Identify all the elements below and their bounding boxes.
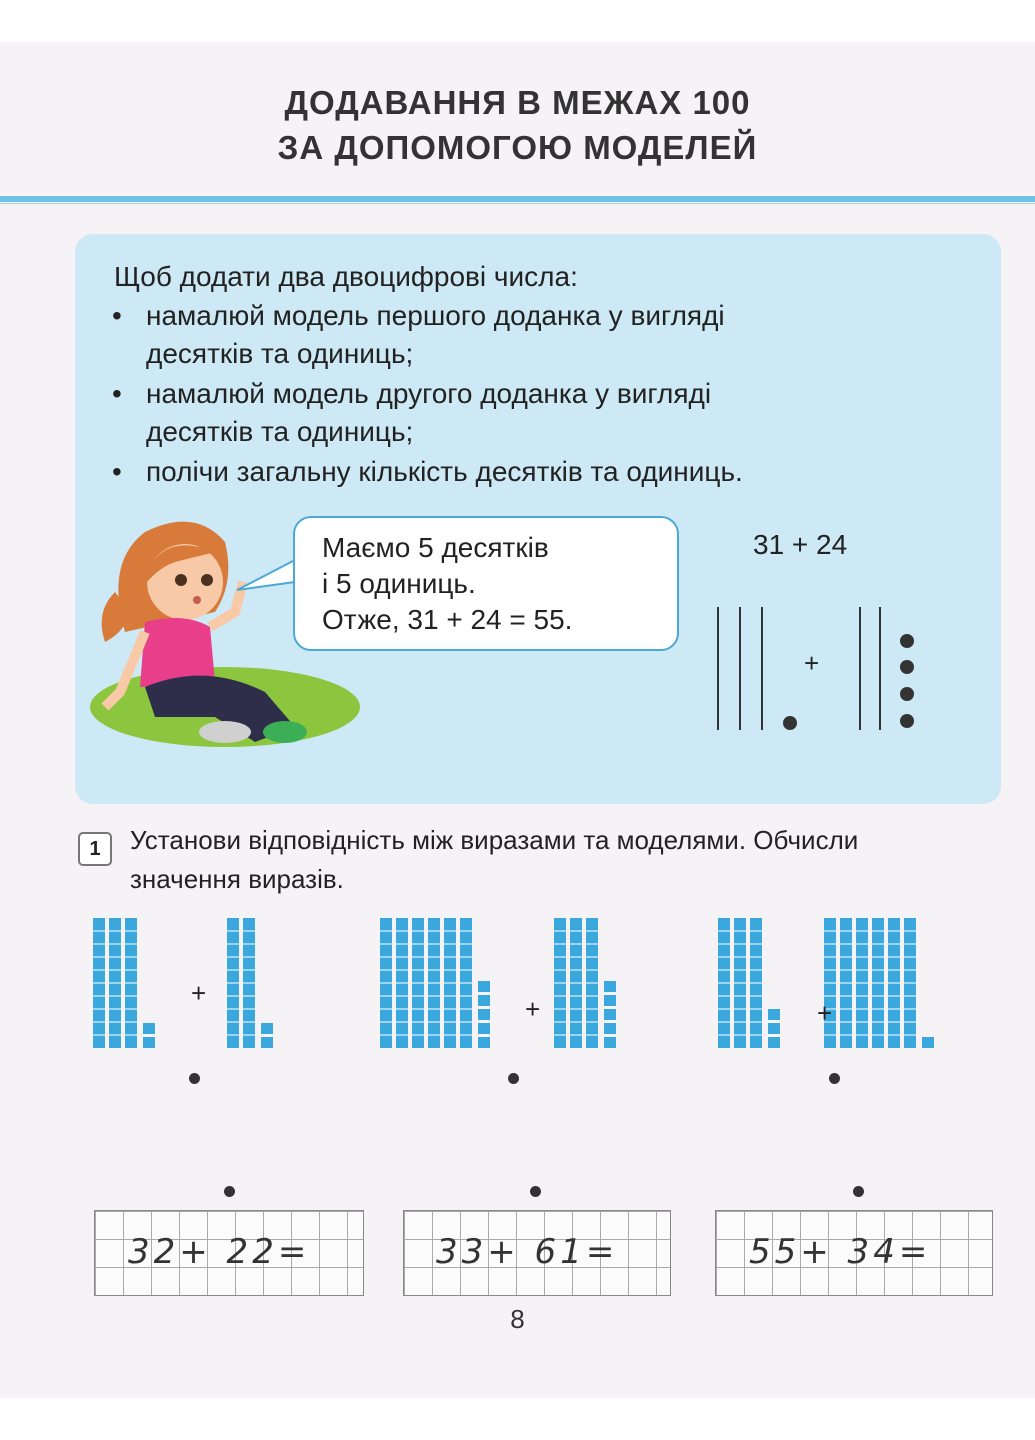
example-second-unit-dot [900,634,914,648]
task-text-line-1: Установи відповідність між виразами та моделями. Обчисли [130,825,859,855]
example-plus-sign: + [804,648,820,678]
model-2-second-ten-rod [570,918,582,1048]
match-dot-model-3[interactable] [829,1073,840,1084]
model-2-plus: + [525,994,541,1024]
title-rule-thin [0,203,1035,204]
model-3-first-unit-cube [768,1023,780,1034]
model-2-first-ten-rod [428,918,440,1048]
model-1-plus: + [191,978,207,1008]
model-3-second-ten-rod [872,918,884,1048]
expression-1: 32+ 22= [128,1232,311,1272]
model-2-first-unit-cube [478,1023,490,1034]
model-1-second-unit-cube [261,1037,273,1048]
model-3-first-unit-cube [768,1037,780,1048]
rule-intro: Щоб додати два двоцифрові числа: [114,261,578,292]
match-dot-expression-2[interactable] [530,1186,541,1197]
rule-step-2-line-1: намалюй модель другого доданка у вигляді [146,378,712,409]
model-2-first-unit-cube [478,981,490,992]
model-3-first-ten-rod [750,918,762,1048]
model-2-second-unit-cube [604,1009,616,1020]
example-second-unit-dot [900,714,914,728]
model-2-first-unit-cube [478,1037,490,1048]
match-dot-model-2[interactable] [508,1073,519,1084]
bullet-3: • [112,456,122,487]
rule-step-3-line-1: полічи загальну кількість десятків та одиниць. [146,456,743,487]
model-1-second-ten-rod [243,918,255,1048]
model-3-plus: + [817,998,833,1028]
model-3 [718,918,1008,1053]
speech-bubble [293,516,679,651]
model-3-first-ten-rod [718,918,730,1048]
match-dot-model-1[interactable] [189,1073,200,1084]
model-2-first-ten-rod [460,918,472,1048]
model-3-second-unit-cube [922,1037,934,1048]
model-3-first-unit-cube [768,1009,780,1020]
bullet-1: • [112,300,122,331]
model-3-second-ten-rod [904,918,916,1048]
page-number: 8 [510,1304,525,1334]
model-1-second-ten-rod [227,918,239,1048]
title-rule [0,196,1035,202]
model-2-first-ten-rod [396,918,408,1048]
bullet-2: • [112,378,122,409]
task-text-line-2: значення виразів. [130,864,344,894]
model-2-first-ten-rod [444,918,456,1048]
page-title-line-1: ДОДАВАННЯ В МЕЖАХ 100 [284,84,751,121]
page-title-line-2: ЗА ДОПОМОГОЮ МОДЕЛЕЙ [277,129,758,166]
speech-line-1: Маємо 5 десятків [322,532,549,563]
model-1-first-ten-rod [125,918,137,1048]
example-first-unit-dot [783,716,797,730]
model-2 [380,918,660,1053]
speech-bubble-tail [237,552,299,592]
match-dot-expression-3[interactable] [853,1186,864,1197]
expression-2: 33+ 61= [436,1232,619,1272]
speech-line-2: і 5 одиниць. [322,568,476,599]
model-3-second-ten-rod [856,918,868,1048]
speech-line-3: Отже, 31 + 24 = 55. [322,604,573,635]
model-3-first-ten-rod [734,918,746,1048]
model-2-second-ten-rod [586,918,598,1048]
example-second-unit-dot [900,687,914,701]
model-2-second-unit-cube [604,995,616,1006]
model-1-first-ten-rod [109,918,121,1048]
example-expression: 31 + 24 [753,529,848,560]
model-2-second-unit-cube [604,1023,616,1034]
model-2-first-ten-rod [412,918,424,1048]
model-2-second-unit-cube [604,1037,616,1048]
expression-3: 55+ 34= [749,1232,932,1272]
example-first-tens [718,607,762,730]
rule-step-1-line-1: намалюй модель першого доданка у вигляді [146,300,725,331]
model-1-first-unit-cube [143,1037,155,1048]
match-dot-expression-1[interactable] [224,1186,235,1197]
model-2-first-unit-cube [478,1009,490,1020]
model-2-first-unit-cube [478,995,490,1006]
model-3-second-ten-rod [888,918,900,1048]
model-1-first-ten-rod [93,918,105,1048]
model-2-second-unit-cube [604,981,616,992]
model-2-second-ten-rod [554,918,566,1048]
example-second-tens [860,607,880,730]
task-number: 1 [78,832,112,866]
rule-step-2-line-2: десятків та одиниць; [146,416,414,447]
model-1-second-unit-cube [261,1023,273,1034]
model-3-second-ten-rod [840,918,852,1048]
example-second-unit-dot [900,660,914,674]
rule-step-1-line-2: десятків та одиниць; [146,338,414,369]
model-2-first-ten-rod [380,918,392,1048]
workbook-page [0,42,1035,1398]
model-1-first-unit-cube [143,1023,155,1034]
